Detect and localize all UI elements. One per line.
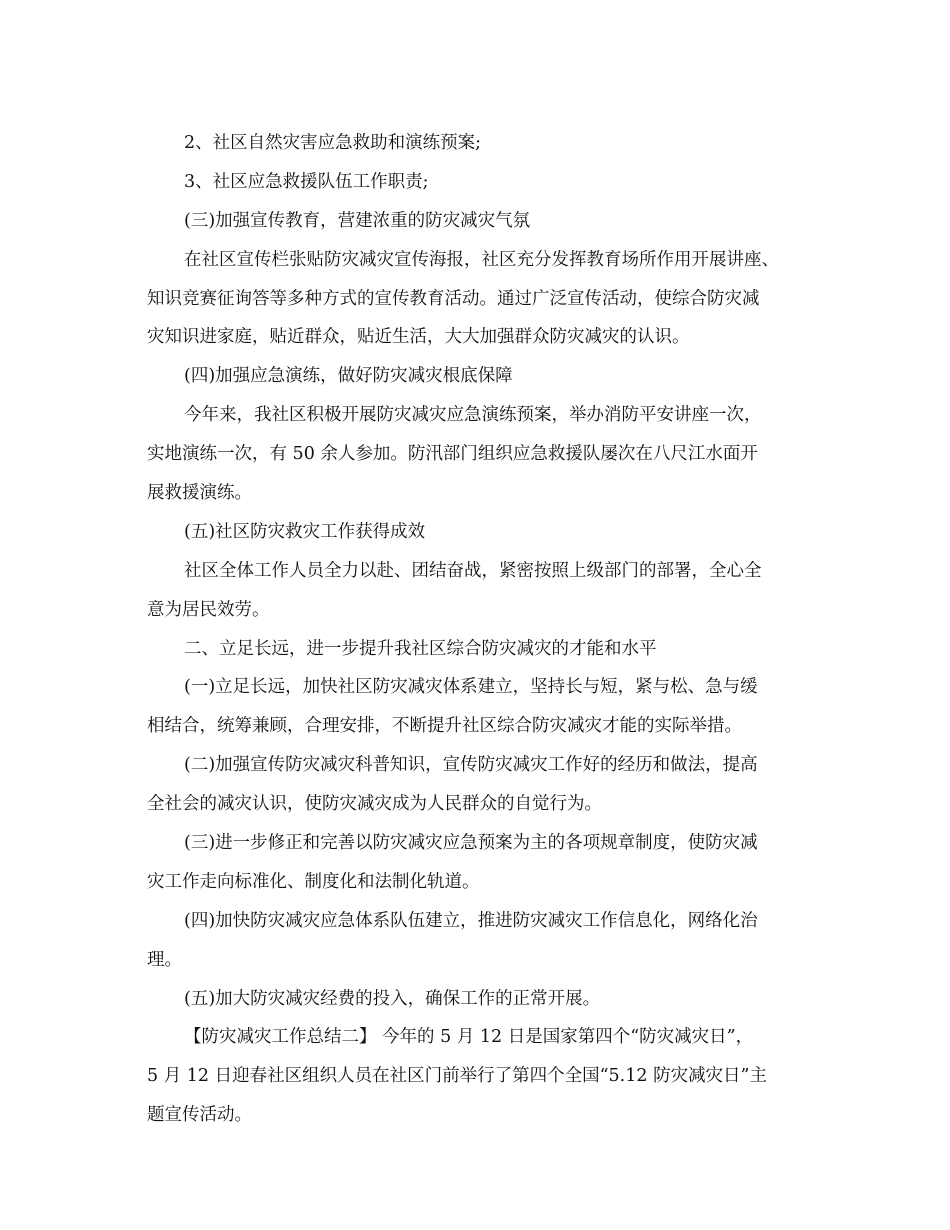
paragraph-line: 在社区宣传栏张贴防灾减灾宣传海报，社区充分发挥教育场所作用开展讲座、: [184, 249, 779, 270]
paragraph-line: 相结合，统筹兼顾，合理安排，不断提升社区综合防灾减灾才能的实际举措。: [147, 716, 742, 737]
section-heading: 二、立足长远，进一步提升我社区综合防灾减灾的才能和水平: [184, 638, 657, 659]
paragraph-line: 知识竞赛征询答等多种方式的宣传教育活动。通过广泛宣传活动，使综合防灾减: [147, 288, 760, 309]
section-heading: (三)加强宣传教育，营建浓重的防灾减灾气氛: [184, 210, 531, 231]
list-item: 3、社区应急救援队伍工作职责;: [184, 171, 429, 192]
section-heading: (四)加强应急演练，做好防灾减灾根底保障: [184, 366, 513, 387]
paragraph-line: (四)加快防灾减灾应急体系队伍建立，推进防灾减灾工作信息化，网络化治: [184, 910, 758, 931]
paragraph-line: 实地演练一次，有 50 余人参加。防汛部门组织应急救援队屡次在八尺江水面开: [147, 444, 758, 465]
paragraph-line: 灾知识进家庭，贴近群众，贴近生活，大大加强群众防灾减灾的认识。: [147, 327, 690, 348]
paragraph-line: (二)加强宣传防灾减灾科普知识，宣传防灾减灾工作好的经历和做法，提高: [184, 755, 758, 776]
section-heading: (五)社区防灾救灾工作获得成效: [184, 521, 426, 542]
document-body: [147, 130, 819, 1141]
paragraph-line: 题宣传活动。: [147, 1105, 252, 1126]
paragraph-line: (三)进一步修正和完善以防灾减灾应急预案为主的各项规章制度，使防灾减: [184, 833, 758, 854]
paragraph-line: 全社会的减灾认识，使防灾减灾成为人民群众的自觉行为。: [147, 794, 602, 815]
section-title-line: 【防灾减灾工作总结二】 今年的 5 月 12 日是国家第四个“防灾减灾日”，: [184, 1027, 754, 1048]
paragraph-line: 今年来，我社区积极开展防灾减灾应急演练预案，举办消防平安讲座一次，: [184, 405, 762, 426]
paragraph-line: 展救援演练。: [147, 483, 252, 504]
paragraph-line: 社区全体工作人员全力以赴、团结奋战，紧密按照上级部门的部署，全心全: [184, 560, 762, 581]
paragraph-line: (一)立足长远，加快社区防灾减灾体系建立，坚持长与短，紧与松、急与缓: [184, 677, 758, 698]
paragraph-line: 意为居民效劳。: [147, 599, 270, 620]
paragraph-line: (五)加大防灾减灾经费的投入，确保工作的正常开展。: [184, 988, 601, 1009]
paragraph-line: 理。: [147, 949, 182, 970]
paragraph-line: 5 月 12 日迎春社区组织人员在社区门前举行了第四个全国“5.12 防灾减灾日”主: [147, 1066, 768, 1087]
paragraph-line: 灾工作走向标准化、制度化和法制化轨道。: [147, 871, 480, 892]
list-item: 2、社区自然灾害应急救助和演练预案;: [184, 133, 482, 153]
